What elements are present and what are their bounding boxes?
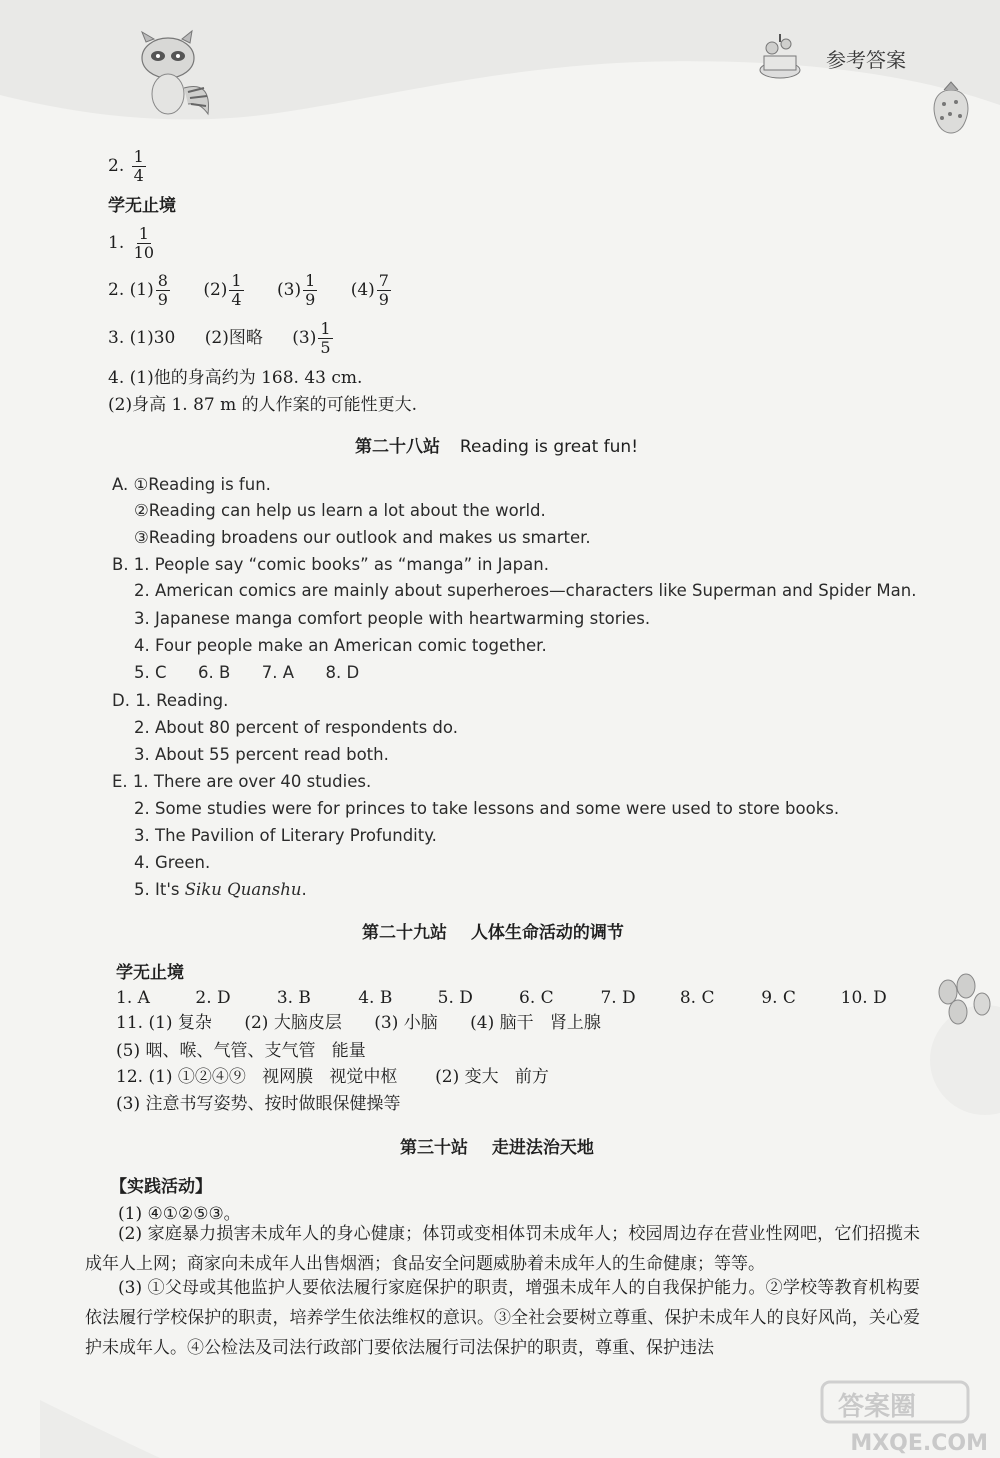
cake-mascot-icon [752,28,810,86]
fraction: $\frac{1}{10}$ [133,224,154,262]
answer-line: 4. Four people make an American comic together. [134,636,547,655]
answer-paragraph: (2) 家庭暴力损害未成年人的身心健康；体罚或变相体罚未成年人；校园周边存在营业性网吧，它们招揽未成年人上网；商家向未成年人出售烟酒；食品安全问题威胁着未成年人的生命健康；等等。 [85,1224,920,1274]
answer-line: (5) 咽、喉、气管、支气管 能量 [116,1041,366,1061]
answer-line: 5. It's Siku Quanshu. [134,880,307,899]
section-title: 第二十九站 人体生命活动的调节 [362,923,624,943]
answer-line: ②Reading can help us learn a lot about the world. [134,501,546,520]
answer-line: B. 1. People say “comic books” as “manga” in Japan. [112,555,549,574]
header-title: 参考答案 [826,48,906,72]
answer-line: 3. (1)30 (2)图略 (3) $\frac{1}{5}$ [108,319,331,357]
answer-line: 1. $\frac{1}{10}$ [108,224,154,262]
answer-line: 12. (1) ①②④⑨ 视网膜 视觉中枢 (2) 变大 前方 [116,1067,549,1087]
fraction: $\frac{1}{4}$ [133,147,144,185]
answer-line: 2. $\frac{1}{4}$ [108,147,144,185]
answer-line: 2. About 80 percent of respondents do. [134,718,458,737]
watermark-logo: 答案圈 [820,1378,970,1432]
answer-line: 4. Green. [134,853,211,872]
section-heading: 学无止境 [108,196,176,216]
answer-line: 3. The Pavilion of Literary Profundity. [134,826,437,845]
answer-line: (1) ④①②⑤③。 [118,1204,241,1224]
answer-line: 2. Some studies were for princes to take lessons and some were used to store books. [134,799,840,818]
section-title: 第二十八站 Reading is great fun! [355,437,639,457]
answer-line: 3. About 55 percent read both. [134,745,389,764]
answer-line: 11. (1) 复杂 (2) 大脑皮层 (3) 小脑 (4) 脑干 肾上腺 [116,1013,601,1033]
leaf-cluster-icon [930,972,998,1032]
answer-line: 4. (1)他的身高约为 168. 43 cm. [108,368,363,388]
strawberry-icon [926,80,976,140]
answer-line: 2. American comics are mainly about superheroes—characters like Superman and Spider Man. [134,581,917,600]
section-heading: 学无止境 [116,963,184,983]
answer-line: ③Reading broadens our outlook and makes us smarter. [134,528,591,547]
watermark-url: MXQE.COM [850,1431,988,1456]
section-heading: 【实践活动】 [110,1177,212,1197]
section-title: 第三十站 走进法治天地 [400,1138,594,1158]
answer-line: D. 1. Reading. [112,691,229,710]
answer-line: (2)身高 1. 87 m 的人作案的可能性更大. [108,395,418,415]
choice-answers: 1. A 2. D 3. B 4. B 5. D 6. C 7. D 8. C 9. C 10. D [116,988,887,1008]
answer-line: E. 1. There are over 40 studies. [112,772,372,791]
answer-line: A. ①Reading is fun. [112,475,271,494]
answer-line: (3) 注意书写姿势、按时做眼保健操等 [116,1094,401,1114]
answer-line: 3. Japanese manga comfort people with heartwarming stories. [134,609,651,628]
raccoon-mascot-icon [130,28,220,123]
answer-line: 2. (1) $\frac{8}{9}$ (2) $\frac{1}{4}$ (3) $\frac{1}{9}$ (4) $\frac{7}{9}$ [108,271,389,309]
answer-line: 5. C 6. B 7. A 8. D [134,663,360,682]
answer-paragraph: (3) ①父母或其他监护人要依法履行家庭保护的职责，增强未成年人的自我保护能力。②学校等教育机构要依法履行学校保护的职责，培养学生依法维权的意识。③全社会要树立尊重、保护未成年人的良好风尚，关心爱护未成年人。④公检法及司法行政部门要依法履行司法保护的职责，尊重、保护违法 [85,1278,920,1358]
